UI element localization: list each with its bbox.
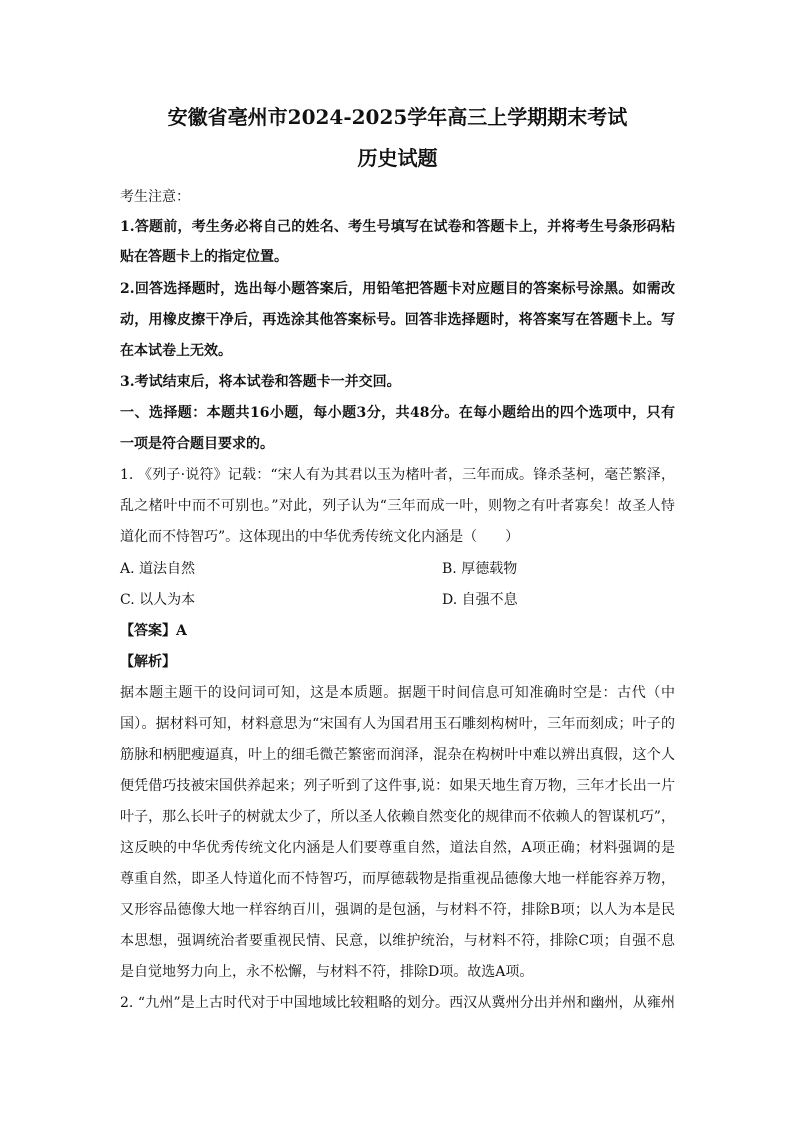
q1-analysis-line: 叶子，那么长叶子的树就太少了，所以圣人依赖自然变化的规律而不依赖人的智谋机巧”， bbox=[120, 809, 675, 825]
exam-title: 安徽省亳州市2024-2025学年高三上学期期末考试 bbox=[167, 105, 628, 129]
section-heading: 一、选择题：本题共16小题，每小题3分，共48分。在每小题给出的四个选项中，只有 bbox=[120, 405, 675, 421]
notes-line: 动，用橡皮擦干净后，再选涂其他答案标号。回答非选择题时，将答案写在答题卡上。写 bbox=[120, 312, 675, 328]
q1-stem-line: 乱之楮叶中而不可别也。”对此，列子认为“三年而成一叶，则物之有叶者寡矣！故圣人恃 bbox=[120, 498, 675, 514]
notes-line: 在本试卷上无效。 bbox=[120, 343, 232, 359]
section-heading-cont: 一项是符合题目要求的。 bbox=[120, 436, 274, 452]
q1-stem-line: 1. 《列子·说符》记载：“宋人有为其君以玉为楮叶者，三年而成。锋杀茎柯，毫芒繁泽， bbox=[120, 467, 675, 483]
q1-analysis-line: 筋脉和柄肥瘦逼真，叶上的细毛微芒繁密而润泽，混杂在构树叶中难以辨出真假，这个人 bbox=[120, 747, 675, 763]
q1-analysis-line: 便凭借巧技被宋国供养起来；列子听到了这件事,说：如果天地生育万物，三年才长出一片 bbox=[120, 778, 675, 794]
q1-option-a: A. 道法自然 bbox=[120, 561, 196, 577]
exam-subtitle: 历史试题 bbox=[357, 146, 438, 170]
q1-option-c: C. 以人为本 bbox=[120, 592, 196, 608]
q1-analysis-line: 国）。据材料可知，材料意思为“宋国有人为国君用玉石雕刻构树叶，三年而刻成；叶子的 bbox=[120, 716, 675, 732]
q1-option-d: D. 自强不息 bbox=[442, 592, 518, 608]
q2-stem-line: 2. “九州”是上古时代对于中国地域比较粗略的划分。西汉从冀州分出并州和幽州，从雍州 bbox=[120, 995, 675, 1011]
q1-stem-line: 道化而不恃智巧”。这体现出的中华优秀传统文化内涵是（ ） bbox=[120, 529, 520, 545]
notes-line: 1.答题前，考生务必将自己的姓名、考生号填写在试卷和答题卡上，并将考生号条形码粘 bbox=[120, 219, 675, 235]
notes-line: 3.考试结束后，将本试卷和答题卡一并交回。 bbox=[120, 374, 401, 390]
notes-heading: 考生注意： bbox=[120, 189, 190, 205]
q1-analysis-line: 据本题主题干的设问词可知，这是本质题。据题干时间信息可知准确时空是：古代（中 bbox=[120, 685, 675, 701]
q1-answer: 【答案】A bbox=[120, 623, 187, 639]
notes-line: 贴在答题卡上的指定位置。 bbox=[120, 249, 288, 265]
q1-analysis-line: 是自觉地努力向上，永不松懈，与材料不符，排除D项。故选A项。 bbox=[120, 964, 534, 980]
q1-analysis-line: 这反映的中华优秀传统文化内涵是人们要尊重自然，道法自然，A项正确；材料强调的是 bbox=[120, 840, 675, 856]
q1-option-b: B. 厚德载物 bbox=[442, 561, 518, 577]
q1-analysis-heading: 【解析】 bbox=[120, 654, 176, 670]
q1-analysis-line: 尊重自然，即圣人恃道化而不恃智巧，而厚德载物是指重视品德像大地一样能容养万物， bbox=[120, 871, 675, 887]
notes-line: 2.回答选择题时，选出每小题答案后，用铅笔把答题卡对应题目的答案标号涂黑。如需改 bbox=[120, 281, 675, 297]
q1-analysis-line: 本思想，强调统治者要重视民情、民意，以维护统治，与材料不符，排除C项；自强不息 bbox=[120, 933, 675, 949]
q1-analysis-line: 又形容品德像大地一样容纳百川，强调的是包涵，与材料不符，排除B项；以人为本是民 bbox=[120, 902, 675, 918]
